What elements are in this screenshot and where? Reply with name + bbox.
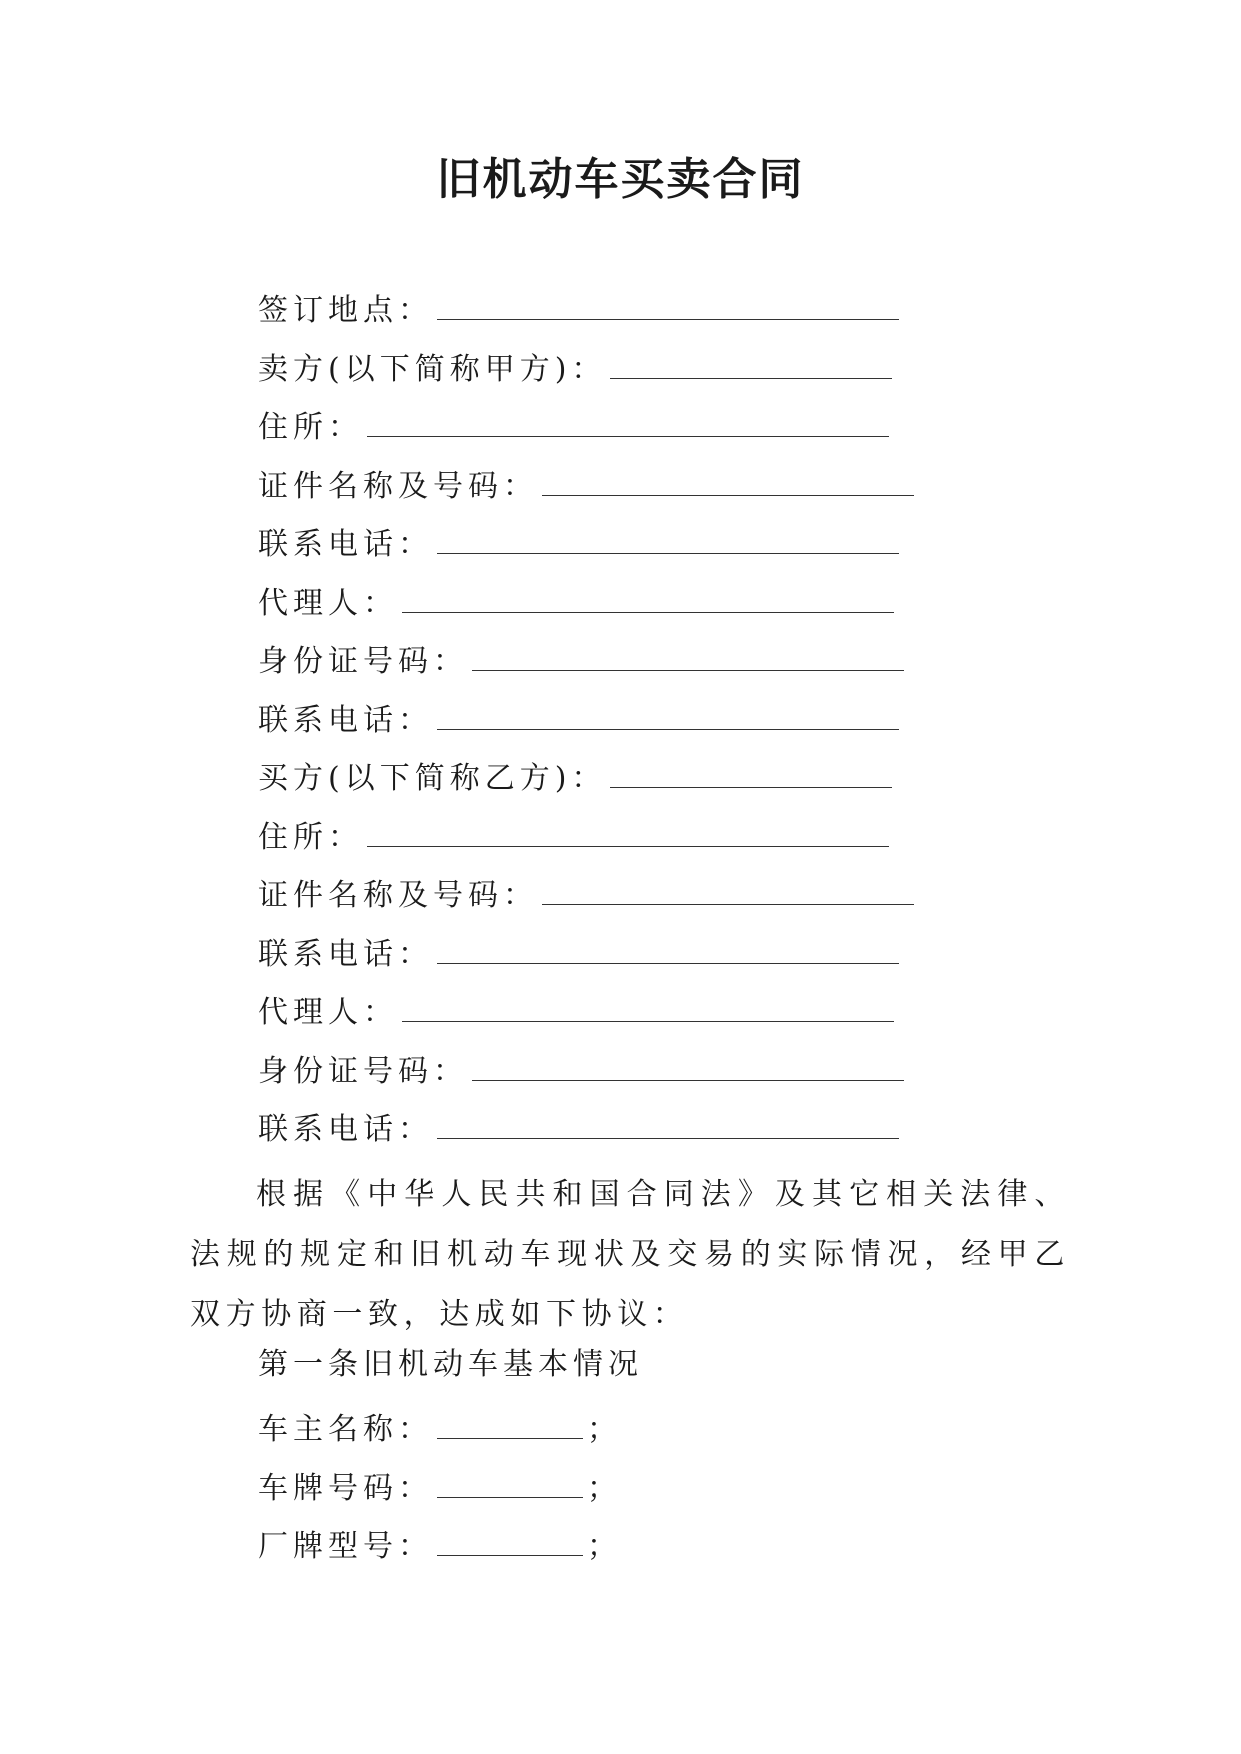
field-label: 代理人：: [258, 995, 398, 1030]
field-label: 住所：: [258, 819, 363, 855]
field-label: 车牌号码：: [258, 1470, 433, 1506]
fill-in-blank[interactable]: [610, 348, 892, 379]
fill-in-blank[interactable]: [542, 465, 914, 496]
fill-in-blank[interactable]: [402, 582, 894, 613]
field-label: 联系电话：: [258, 1112, 433, 1147]
field-make-model: [258, 1521, 858, 1580]
fill-in-blank[interactable]: [437, 289, 899, 320]
fill-in-blank[interactable]: [610, 757, 892, 788]
field-owner-name: [258, 1404, 858, 1463]
field-seller-address: [258, 406, 958, 465]
fill-in-blank[interactable]: [367, 816, 889, 847]
field-buyer-phone: [258, 933, 958, 992]
fill-in-blank[interactable]: [437, 1467, 583, 1498]
fill-in-blank[interactable]: [402, 991, 894, 1022]
fill-in-blank[interactable]: [437, 523, 899, 554]
field-buyer-agent: [258, 991, 958, 1050]
field-suffix: ；: [587, 1470, 622, 1506]
field-buyer-agent-id: [258, 1050, 958, 1109]
fill-in-blank[interactable]: [437, 1408, 583, 1439]
field-buyer-address: [258, 816, 958, 875]
field-suffix: ；: [587, 1529, 622, 1564]
field-label: 卖方(以下简称甲方)：: [258, 351, 607, 387]
fill-in-blank[interactable]: [437, 933, 899, 964]
field-label: 联系电话：: [258, 702, 433, 738]
field-buyer: [258, 757, 958, 816]
field-seller-agent: [258, 582, 958, 641]
fill-in-blank[interactable]: [437, 699, 899, 730]
field-label: 住所：: [258, 410, 363, 445]
field-plate-number: [258, 1463, 858, 1522]
field-buyer-id-document: [258, 874, 958, 933]
field-label: 买方(以下简称乙方)：: [258, 761, 607, 796]
field-buyer-agent-phone: [258, 1108, 958, 1167]
fill-in-blank[interactable]: [472, 640, 904, 671]
field-seller-agent-id: [258, 640, 958, 699]
field-label: 车主名称：: [258, 1412, 433, 1447]
field-label: 厂牌型号：: [258, 1529, 433, 1564]
preamble-paragraph: 根据《中华人民共和国合同法》及其它相关法律、法规的规定和旧机动车现状及交易的实际情况，经甲乙双方协商一致，达成如下协议：: [190, 1177, 1070, 1332]
field-label: 签订地点：: [258, 293, 433, 328]
field-label: 联系电话：: [258, 527, 433, 562]
fill-in-blank[interactable]: [542, 874, 914, 905]
field-label: 代理人：: [258, 585, 398, 621]
field-label: 证件名称及号码：: [258, 468, 538, 504]
field-seller-id-document: [258, 465, 958, 524]
field-label: 证件名称及号码：: [258, 878, 538, 913]
field-signing-place: [258, 289, 958, 348]
fill-in-blank[interactable]: [437, 1525, 583, 1556]
fill-in-blank[interactable]: [472, 1050, 904, 1081]
document-title: 旧机动车买卖合同: [436, 154, 805, 205]
fill-in-blank[interactable]: [367, 406, 889, 437]
party-info-fields: [258, 289, 958, 1167]
vehicle-info-fields: [258, 1404, 858, 1580]
field-suffix: ；: [587, 1412, 622, 1447]
field-seller-agent-phone: [258, 699, 958, 758]
field-label: 身份证号码：: [258, 644, 468, 679]
article-heading: 第一条旧机动车基本情况: [258, 1347, 643, 1382]
field-seller: [258, 348, 958, 407]
field-label: 联系电话：: [258, 936, 433, 972]
field-seller-phone: [258, 523, 958, 582]
field-label: 身份证号码：: [258, 1053, 468, 1089]
fill-in-blank[interactable]: [437, 1108, 899, 1139]
